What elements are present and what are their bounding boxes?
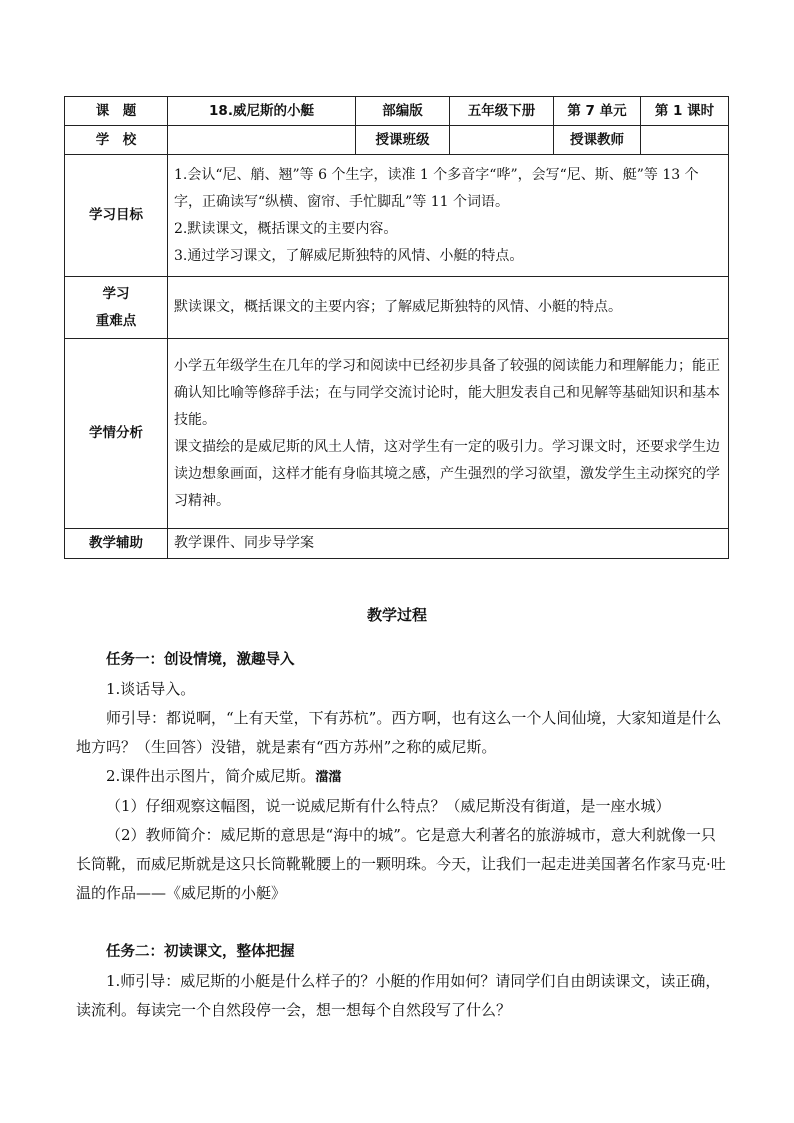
analysis-para-2: 课文描绘的是威尼斯的风土人情，这对学生有一定的吸引力。学习课文时，还要求学生边读边想象画面，这样才能有身临其境之感，产生强烈的学习欲望，激发学生主动探究的学习精神。 [174, 438, 720, 509]
teacher-label: 授课教师 [554, 126, 641, 155]
aids-content: 教学课件、同步导学案 [168, 529, 729, 559]
table-row-analysis [65, 339, 729, 529]
task2-section [76, 938, 730, 1025]
analysis-label: 学情分析 [65, 339, 168, 529]
table-row-goals [65, 155, 729, 277]
class-label: 授课班级 [356, 126, 450, 155]
lesson-period-cell: 第 1 课时 [641, 97, 729, 126]
table-row-school [65, 126, 729, 155]
goals-content [168, 155, 729, 277]
unit-cell: 第 7 单元 [554, 97, 641, 126]
school-value-cell [168, 126, 356, 155]
task1-question-1: （1）仔细观察这幅图，说一说威尼斯有什么特点？（威尼斯没有街道，是一座水城） [106, 797, 671, 815]
key-label-line1: 学习 [102, 285, 130, 302]
key-label-line2: 重难点 [95, 312, 137, 329]
course-label: 课 题 [65, 97, 168, 126]
goal-item-1: 1.会认“尼、艄、翘”等 6 个生字，读准 1 个多音字“哗”，会写“尼、斯、艇”等 13 个字，正确读写“纵横、窗帘、手忙脚乱”等 11 个词语。 [174, 166, 699, 210]
task1-guide: 师引导：都说啊，“上有天堂，下有苏杭”。西方啊，也有这么一个人间仙境，大家知道是什么地方吗？（生回答）没错，就是素有“西方苏州”之称的威尼斯。 [76, 709, 722, 756]
task1-step2-note: 澢澢 [315, 770, 342, 785]
goal-item-3: 3.通过学习课文，了解威尼斯独特的风情、小艇的特点。 [174, 247, 524, 264]
task1-heading: 任务一：创设情境，激趣导入 [106, 652, 295, 668]
edition-cell: 部编版 [356, 97, 450, 126]
school-label: 学 校 [65, 126, 168, 155]
goal-item-2: 2.默读课文，概括课文的主要内容。 [174, 220, 398, 237]
key-points-content: 默读课文，概括课文的主要内容；了解威尼斯独特的风情、小艇的特点。 [168, 277, 729, 339]
task2-heading: 任务二：初读课文，整体把握 [106, 944, 295, 960]
aids-label: 教学辅助 [65, 529, 168, 559]
process-title: 教学过程 [366, 606, 427, 624]
teacher-value-cell [641, 126, 729, 155]
goals-label: 学习目标 [65, 155, 168, 277]
table-row-title [65, 97, 729, 126]
class-value-cell [450, 126, 554, 155]
task1-step1: 1.谈话导入。 [106, 680, 196, 698]
analysis-para-1: 小学五年级学生在几年的学习和阅读中已经初步具备了较强的阅读能力和理解能力；能正确认知比喻等修辞手法；在与同学交流讨论时，能大胆发表自己和见解等基础知识和基本技能。 [174, 357, 720, 428]
grade-cell: 五年级下册 [450, 97, 554, 126]
task1-step2-text: 2.课件出示图片，简介威尼斯。 [106, 767, 316, 785]
key-points-label [65, 277, 168, 339]
table-row-key-points [65, 277, 729, 339]
task1-question-2: （2）教师简介：威尼斯的意思是“海中的城”。它是意大利著名的旅游城市，意大利就像一只长筒靴，而威尼斯就是这只长筒靴靴腰上的一颗明珠。今天，让我们一起走进美国著名作家马克·吐温的作品——《威尼斯的小艇》 [76, 826, 726, 902]
task2-step1: 1.师引导：威尼斯的小艇是什么样子的？小艇的作用如何？请同学们自由朗读课文，读正确，读流利。每读完一个自然段停一会，想一想每个自然段写了什么？ [76, 972, 721, 1019]
task1-section [76, 646, 730, 908]
analysis-content [168, 339, 729, 529]
lesson-title: 18.威尼斯的小艇 [168, 97, 356, 126]
task1-step2 [76, 762, 730, 792]
table-row-aids [65, 529, 729, 559]
lesson-info-table [64, 96, 729, 559]
